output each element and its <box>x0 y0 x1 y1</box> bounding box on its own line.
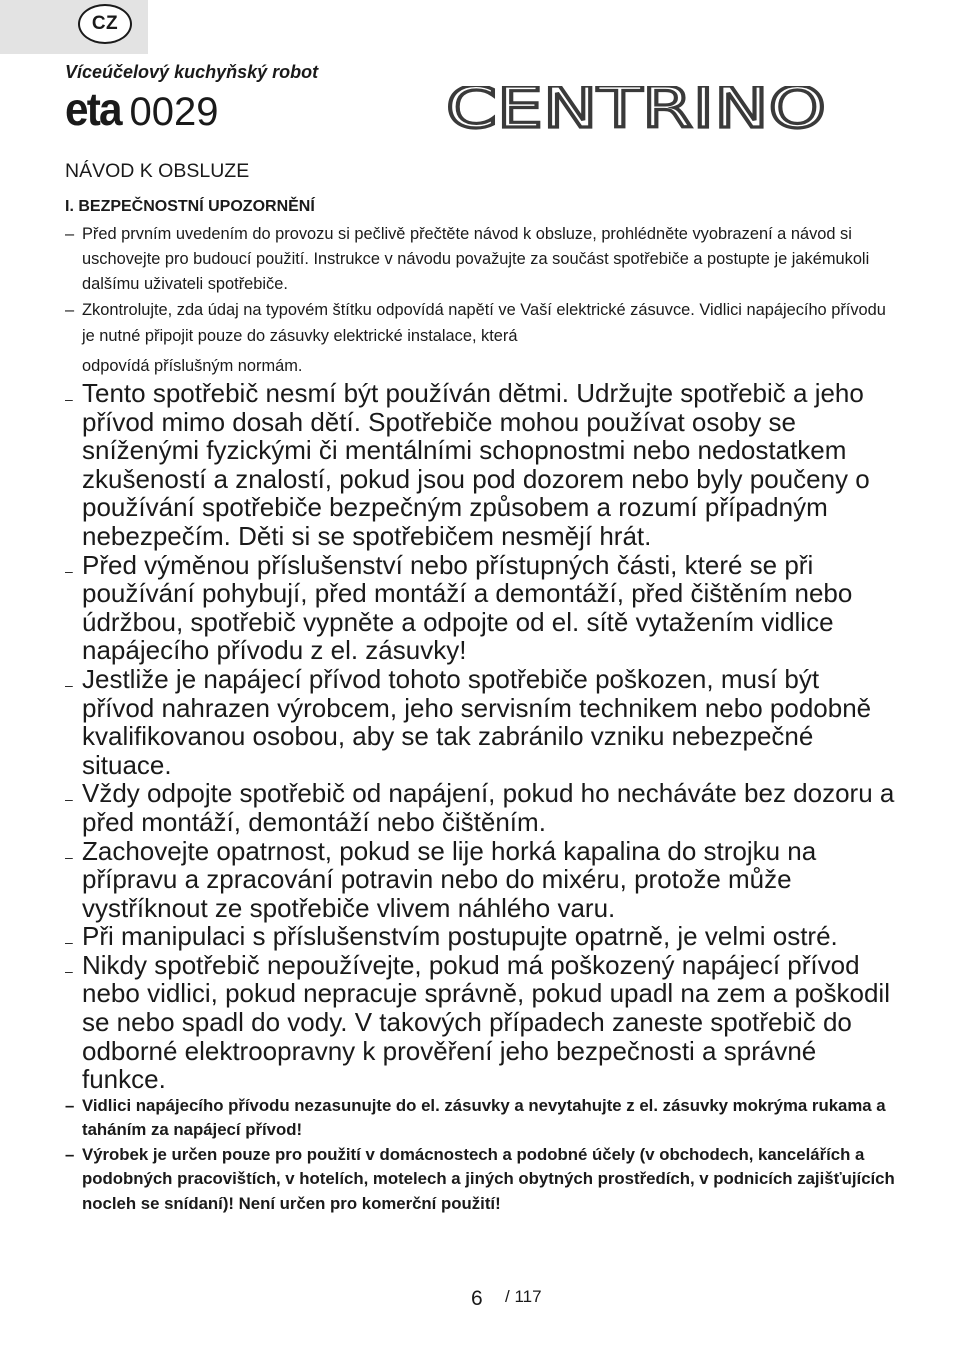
bullet-dash: – <box>65 225 75 243</box>
model-title <box>65 83 219 135</box>
centrino-logo <box>444 86 829 132</box>
list-item <box>65 297 895 379</box>
item-text: Před prvním uvedením do provozu si pečlivě přečtěte návod k obsluze, prohlédněte vyobrazení a návod si uschovejte pro budoucí použití. Instrukce v návodu považujte za součást spotřebiče a postupte je jakémukoli dalšímu uživateli spotřebiče. <box>82 225 870 293</box>
product-subtitle: Víceúčelový kuchyňský robot <box>65 62 319 82</box>
list-item <box>65 837 895 923</box>
model-number: 0029 <box>129 90 219 134</box>
list-item <box>65 922 895 951</box>
bullet-dash: – <box>65 562 73 579</box>
language-badge: CZ <box>78 4 132 44</box>
bullet-dash: – <box>65 301 75 319</box>
list-item <box>65 1143 895 1217</box>
item-text: Tento spotřebič nesmí být používán dětmi. Udržujte spotřebič a jeho přívod mimo dosah dětí. Spotřebiče mohou používat osoby se sníženými fyzickými či mentálními schopnostmi nebo nedostatkem zkušeností a znalostí, pokud jsou pod dozorem nebo byly poučeny o používání spotřebiče bezpečným způsobem a rozumí případným nebezpečím. Děti si se spotřebičem nesmějí hrát. <box>82 378 870 551</box>
brand-name: eta <box>65 83 121 135</box>
bullet-dash: – <box>65 962 73 979</box>
list-item <box>65 222 895 297</box>
safety-warnings-list <box>65 222 895 1216</box>
language-tab <box>0 0 148 54</box>
list-item <box>65 665 895 779</box>
total-pages: / 117 <box>505 1287 542 1306</box>
bullet-dash: – <box>65 676 73 693</box>
list-item <box>65 379 895 551</box>
list-item <box>65 951 895 1094</box>
manual-title: NÁVOD K OBSLUZE <box>65 160 250 182</box>
current-page: 6 <box>471 1287 483 1310</box>
logo-text: CENTRINO <box>446 86 826 132</box>
page-number <box>0 1285 954 1315</box>
item-text: Nikdy spotřebič nepoužívejte, pokud má poškozený napájecí přívod nebo vidlici, pokud nepracuje správně, pokud upadl na zem a poškodil se nebo spadl do vody. V takových případech zaneste spotřebič do odborné elektroopravny k prověření jeho bezpečnosti a správné funkce. <box>82 949 890 1095</box>
list-item <box>65 779 895 836</box>
item-text: Výrobek je určen pouze pro použití v domácnostech a podobné účely (v obchodech, kancelářích a podobných pracovištích, v hotelích, motelech a jiných obytných prostředích, v podnicích zajišťujících nocleh se snídaní)! Není určen pro komerční použití! <box>82 1144 895 1213</box>
section-title: I. BEZPEČNOSTNÍ UPOZORNĚNÍ <box>65 198 315 215</box>
item-text: Zachovejte opatrnost, pokud se lije horká kapalina do strojku na přípravu a zpracování potravin nebo do mixéru, protože může vystříknout ze spotřebiče vlivem náhlého varu. <box>82 835 817 923</box>
bullet-dash: – <box>65 1095 75 1115</box>
item-text: Vidlici napájecího přívodu nezasunujte do el. zásuvky a nevytahujte z el. zásuvky mokrýma rukama a taháním za napájecí přívod! <box>82 1095 886 1140</box>
bullet-dash: – <box>65 1144 75 1164</box>
bullet-dash: – <box>65 934 73 951</box>
bullet-dash: – <box>65 848 73 865</box>
list-item <box>65 551 895 665</box>
item-text: Jestliže je napájecí přívod tohoto spotřebiče poškozen, musí být přívod nahrazen výrobcem, jeho servisním technikem nebo podobně kvalifikovanou osobou, aby se tak zabránilo vzniku nebezpečné situace. <box>82 663 872 780</box>
item-text-end: odpovídá příslušným normám. <box>82 357 303 375</box>
bullet-dash: – <box>65 391 73 407</box>
list-item <box>65 1094 895 1143</box>
bullet-dash: – <box>65 791 73 808</box>
item-text: Zkontrolujte, zda údaj na typovém štítku odpovídá napětí ve Vaší elektrické zásuvce. Vidlici napájecího přívodu je nutné připojit pouze do zásuvky elektrické instalace, která <box>82 301 886 345</box>
item-text: Před výměnou příslušenství nebo přístupných části, které se při používání pohybují, před montáží a demontáží, před čištěním nebo údržbou, spotřebič vypněte a odpojte od el. sítě vytažením vidlice napájecího přívodu z el. zásuvky! <box>82 549 853 666</box>
item-text: Vždy odpojte spotřebič od napájení, pokud ho necháváte bez dozoru a před montáží, demontáží nebo čištěním. <box>82 778 895 837</box>
item-text: Při manipulaci s příslušenstvím postupujte opatrně, je velmi ostré. <box>82 921 838 952</box>
